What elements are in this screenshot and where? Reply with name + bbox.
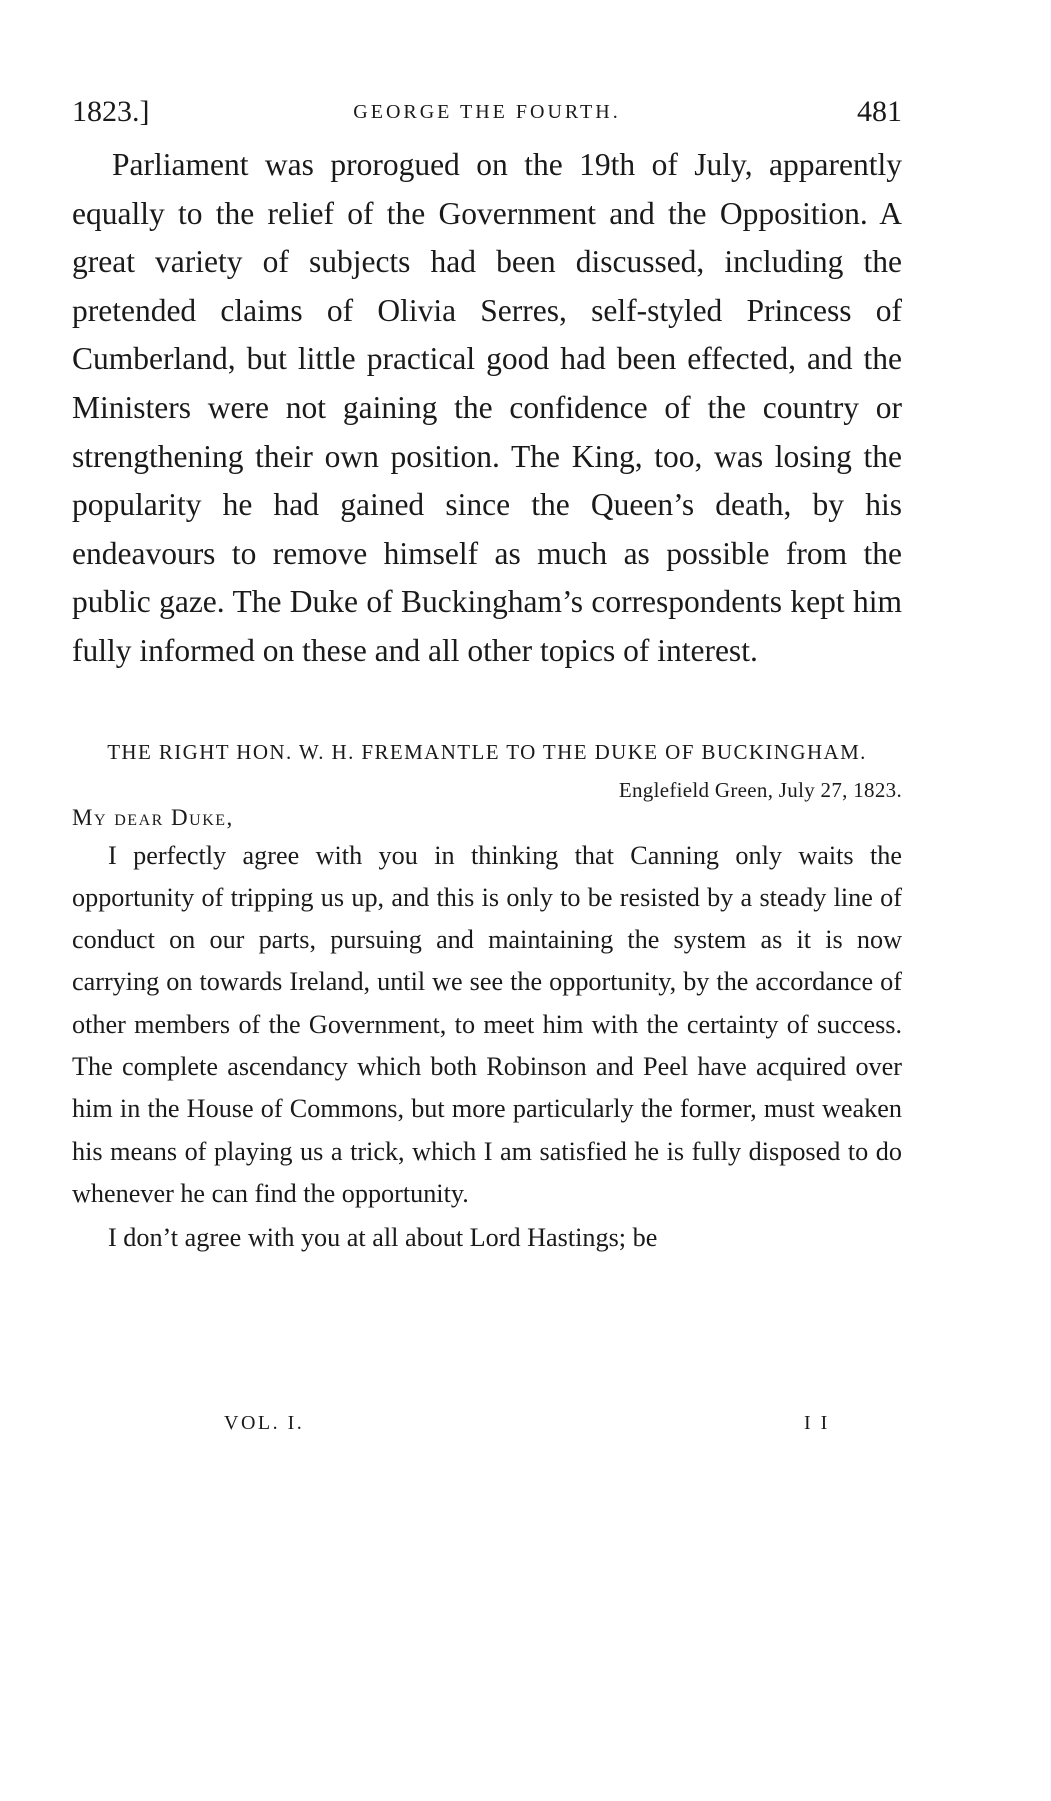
book-page	[72, 95, 902, 1434]
page-footer	[154, 1412, 862, 1442]
running-head	[72, 95, 902, 141]
letter-paragraph: I perfectly agree with you in thinking that Canning only waits the opportunity of tripping us up, and this is only to be resisted by a steady line of conduct on our parts, pursuing and maintaining the system as it is now carrying on towards Ireland, until we see the opportunity, by the accordance of other members of the Government, to meet him with the certainty of success. The complete ascendancy which both Robinson and Peel have acquired over him in the House of Commons, but more particularly the former, must weaken his means of playing us a trick, which I am satisfied he is fully disposed to do whenever he can find the opportunity.	[72, 840, 902, 1208]
letter-paragraph-continued: I don’t agree with you at all about Lord Hastings; be	[108, 1223, 658, 1253]
footer-volume: VOL. I.	[224, 1412, 305, 1434]
letter-dateline: Englefield Green, July 27, 1823.	[618, 777, 902, 802]
page-number: 481	[857, 95, 902, 128]
footer-signature-mark: I I	[804, 1412, 830, 1434]
letter-salutation: My dear Duke,	[72, 804, 234, 830]
narrative-paragraph: Parliament was prorogued on the 19th of July, apparently equally to the relief of the Government and the Opposition. A great variety of subjects had been discussed, including the pretended claims of Olivia Serres, self-styled Princess of Cumberland, but little practical good had been effected, and the Ministers were not gaining the confidence of the country or strengthening their own position. The King, too, was losing the popularity he had gained since the Queen’s death, by his endeavours to remove himself as much as possible from the public gaze. The Duke of Buckingham’s correspondents kept him fully informed on these and all other topics of interest.	[72, 147, 902, 668]
header-year: 1823.]	[72, 95, 150, 128]
letter-heading: THE RIGHT HON. W. H. FREMANTLE TO THE DUKE OF BUCKINGHAM.	[107, 739, 867, 764]
header-title: GEORGE THE FOURTH.	[353, 101, 621, 123]
